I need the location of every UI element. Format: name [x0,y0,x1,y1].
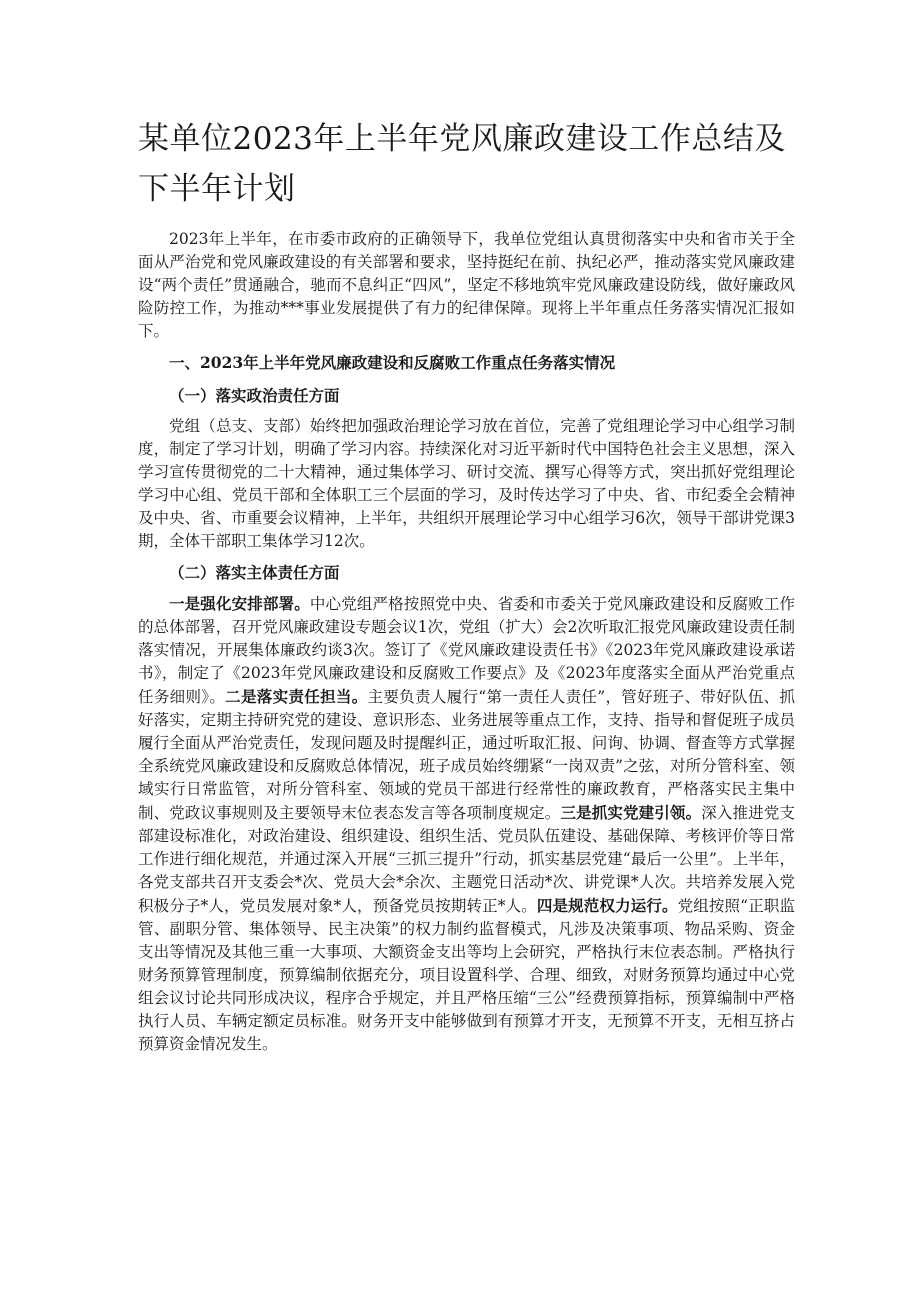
point-4-text: 党组按照“正职监管、副职分管、集体领导、民主决策”的权力制约监督模式，凡涉及决策事项、物品采购、资金支出等情况及其他三重一大事项、大额资金支出等均上会研究，严格执行末位表态制。严格执行财务预算管理制度，预算编制依据充分，项目设置科学、合理、细致，对财务预算均通过中心党组会议讨论共同形成决议，程序合乎规定，并且严格压缩“三公”经费预算指标，预算编制中严格执行人员、车辆定额定员标准。财务开支中能够做到有预算才开支，无预算不开支，无相互挤占预算资金情况发生。 [138,897,795,1053]
section-heading-1: 一、2023年上半年党风廉政建设和反腐败工作重点任务落实情况 [169,353,616,372]
point-1-text: 中心党组严格按照党中央、省委和市委关于党风廉政建设和反腐败工作的总体部署，召开党风廉政建设专题会议1次，党组（扩大）会2次听取汇报党风廉政建设责任制落实情况，开展集体廉政约谈3次。签订了《党风廉政建设责任书》《2023年党风廉政建设承诺书》，制定了《2023年党风廉政建设和反腐败工作要点》及《2023年度落实全面从严治党重点任务细则》。 [138,595,795,706]
point-2-lead: 二是落实责任担当。 [225,687,368,706]
point-1-lead: 一是强化安排部署。 [169,594,310,613]
point-3-lead: 三是抓实党建引领。 [560,803,702,822]
point-2-text: 主要负责人履行“第一责任人责任”，管好班子、带好队伍、抓好落实，定期主持研究党的建设、意识形态、业务进展等重点工作，支持、指导和督促班子成员履行全面从严治党责任，发现问题及时提醒纠正，通过听取汇报、问询、协调、督查等方式掌握全系统党风廉政建设和反腐败总体情况，班子成员始终绷紧“一岗双责”之弦，对所分管科室、领域实行日常监管，对所分管科室、领域的党员干部进行经常性的廉政教育，严格落实民主集中制、党政议事规则及主要领导末位表态发言等各项制度规定。 [138,688,795,822]
political-responsibility-paragraph: 党组（总支、支部）始终把加强政治理论学习放在首位，完善了党组理论学习中心组学习制度，制定了学习计划，明确了学习内容。持续深化对习近平新时代中国特色社会主义思想，深入学习宣传贯彻党的二十大精神，通过集体学习、研讨交流、撰写心得等方式，突出抓好党组理论学习中心组、党员干部和全体职工三个层面的学习，及时传达学习了中央、省、市纪委全会精神及中央、省、市重要会议精神，上半年，共组织开展理论学习中心组学习6次，领导干部讲党课3期，全体干部职工集体学习12次。 [138,417,795,550]
point-3-text: 深入推进党支部建设标准化，对政治建设、组织建设、组织生活、党员队伍建设、基础保障、考核评价等日常工作进行细化规范，并通过深入开展“三抓三提升”行动，抓实基层党建“最后一公里”。上半年，各党支部共召开支委会*次、党员大会*余次、主题党日活动*次、讲党课*人次。共培养发展入党积极分子*人，党员发展对象*人，预备党员按期转正*人。 [138,804,795,915]
intro-paragraph: 2023年上半年，在市委市政府的正确领导下，我单位党组认真贯彻落实中央和省市关于全面从严治党和党风廉政建设的有关部署和要求，坚持挺纪在前、执纪必严，推动落实党风廉政建设“两个责任”贯通融合，驰而不息纠正“四风”，坚定不移地筑牢党风廉政建设防线，做好廉政风险防控工作，为推动***事业发展提供了有力的纪律保障。现将上半年重点任务落实情况汇报如下。 [138,230,795,340]
subsection-heading-main-responsibility: （二）落实主体责任方面 [169,563,340,582]
subsection-heading-political: （一）落实政治责任方面 [169,386,340,405]
main-responsibility-paragraph [138,592,795,1056]
document-title: 某单位2023年上半年党风廉政建设工作总结及下半年计划 [138,121,786,207]
document-body [138,114,795,1056]
point-4-lead: 四是规范权力运行。 [536,896,678,915]
